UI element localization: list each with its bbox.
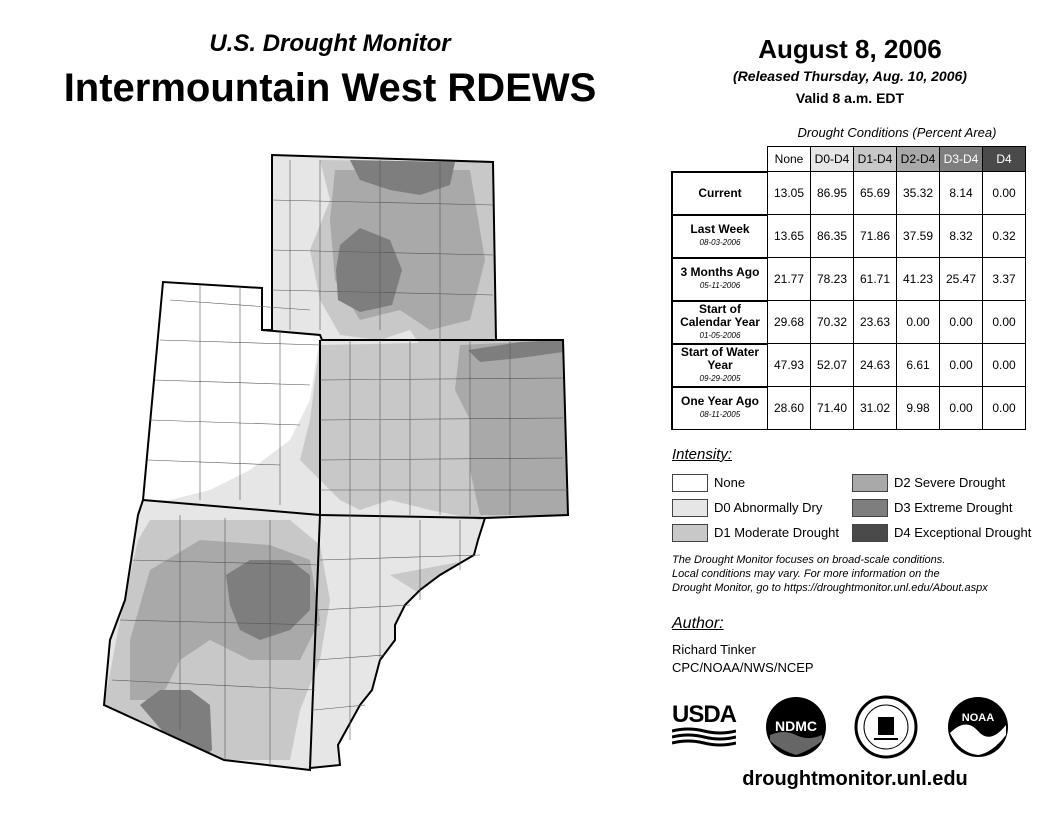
column-header: D3-D4 (940, 147, 983, 172)
row-label (672, 387, 768, 430)
row-label-text: One Year Ago (680, 394, 760, 409)
ndmc-logo (764, 695, 828, 759)
cell-value: 0.00 (983, 387, 1026, 430)
row-label-text: Start of Water Year (680, 344, 760, 372)
cell-value: 0.32 (983, 215, 1026, 258)
cell-value: 65.69 (854, 172, 897, 215)
footer-url[interactable]: droughtmonitor.unl.edu (742, 768, 968, 790)
cell-value: 24.63 (854, 344, 897, 387)
legend-item-none (672, 470, 852, 495)
cell-value: 35.32 (897, 172, 940, 215)
row-label-text: Last Week (690, 222, 750, 236)
row-date: 09-29-2005 (699, 373, 741, 383)
legend-label: D1 Moderate Drought (714, 525, 840, 540)
legend-label: D2 Severe Drought (894, 475, 1006, 490)
column-header: D2-D4 (897, 147, 940, 172)
note-line: The Drought Monitor focuses on broad-scale conditions. (672, 554, 946, 566)
cell-value: 25.47 (940, 258, 983, 301)
legend-label: D0 Abnormally Dry (714, 500, 823, 515)
cell-value: 3.37 (983, 258, 1026, 301)
cell-value: 0.00 (897, 301, 940, 344)
legend-item-d4 (852, 520, 1052, 545)
legend-label: D3 Extreme Drought (894, 500, 1013, 515)
row-label (672, 344, 768, 387)
cell-value: 0.00 (983, 301, 1026, 344)
table-body (672, 172, 1026, 430)
usda-logo-text: USDA (672, 701, 737, 728)
usda-logo (672, 703, 736, 749)
cell-value: 70.32 (811, 301, 854, 344)
cell-value: 8.32 (940, 215, 983, 258)
author-heading: Author: (672, 615, 724, 632)
legend-label: D4 Exceptional Drought (894, 525, 1032, 540)
cell-value: 41.23 (897, 258, 940, 301)
cell-value: 21.77 (768, 258, 811, 301)
cell-value: 28.60 (768, 387, 811, 430)
legend-item-d2 (852, 470, 1052, 495)
cell-value: 31.02 (854, 387, 897, 430)
column-header: None (768, 147, 811, 172)
column-header: D0-D4 (811, 147, 854, 172)
cell-value: 71.86 (854, 215, 897, 258)
cell-value: 71.40 (811, 387, 854, 430)
noaa-logo-text: NOAA (961, 712, 995, 724)
map-subtitle: U.S. Drought Monitor (209, 30, 451, 57)
table-row (672, 258, 1026, 301)
cell-value: 0.00 (940, 301, 983, 344)
legend-label: None (714, 475, 746, 490)
cell-value: 9.98 (897, 387, 940, 430)
table-row (672, 387, 1026, 430)
map-title: Intermountain West RDEWS (63, 66, 597, 110)
legend-swatch (672, 474, 708, 492)
cell-value: 29.68 (768, 301, 811, 344)
cell-value: 0.00 (983, 344, 1026, 387)
ndmc-logo-text: NDMC (775, 718, 817, 734)
column-header: D4 (983, 147, 1026, 172)
row-label (672, 215, 768, 258)
doc-seal-logo (854, 695, 918, 759)
row-label-text: Start of Calendar Year (680, 301, 760, 329)
cell-value: 23.63 (854, 301, 897, 344)
disclaimer-note (672, 553, 1042, 595)
usda-logo-waves (672, 727, 736, 747)
cell-value: 78.23 (811, 258, 854, 301)
drought-map (0, 140, 660, 780)
legend-swatch (852, 524, 888, 542)
legend-column-left (672, 470, 852, 545)
table-row (672, 301, 1026, 344)
table-row (672, 172, 1026, 215)
row-date: 08-03-2006 (699, 238, 741, 247)
cell-value: 86.95 (811, 172, 854, 215)
table-row (672, 215, 1026, 258)
legend-swatch (852, 474, 888, 492)
row-date: 01-05-2006 (699, 330, 741, 340)
note-line: Drought Monitor, go to https://droughtmonitor.unl.edu/About.aspx (672, 582, 988, 594)
column-header: D1-D4 (854, 147, 897, 172)
cell-value: 8.14 (940, 172, 983, 215)
legend-column-right (852, 470, 1052, 545)
row-label (672, 258, 768, 301)
legend-item-d0 (672, 495, 852, 520)
cell-value: 0.00 (940, 344, 983, 387)
table-caption: Drought Conditions (Percent Area) (797, 125, 997, 140)
cell-value: 86.35 (811, 215, 854, 258)
cell-value: 47.93 (768, 344, 811, 387)
cell-value: 13.05 (768, 172, 811, 215)
cell-value: 0.00 (983, 172, 1026, 215)
row-label-text: 3 Months Ago (680, 265, 760, 279)
legend-swatch (672, 524, 708, 542)
legend-swatch (672, 499, 708, 517)
valid-date: August 8, 2006 (758, 34, 942, 64)
row-label (672, 301, 768, 344)
cell-value: 37.59 (897, 215, 940, 258)
author-name: Richard Tinker (672, 642, 756, 657)
row-date: 08-11-2005 (699, 410, 741, 420)
release-date: (Released Thursday, Aug. 10, 2006) (733, 68, 967, 84)
cell-value: 52.07 (811, 344, 854, 387)
table-header-row (672, 147, 1026, 172)
legend-swatch (852, 499, 888, 517)
cell-value: 0.00 (940, 387, 983, 430)
legend-item-d1 (672, 520, 852, 545)
header-blank (672, 147, 768, 172)
valid-time: Valid 8 a.m. EDT (795, 90, 905, 106)
legend-heading: Intensity: (672, 446, 733, 463)
note-line: Local conditions may vary. For more information on the (672, 568, 940, 580)
cell-value: 13.65 (768, 215, 811, 258)
row-label-text: Current (698, 185, 742, 200)
row-date: 05-11-2006 (699, 281, 741, 290)
noaa-logo (946, 695, 1010, 759)
cell-value: 61.71 (854, 258, 897, 301)
cell-value: 6.61 (897, 344, 940, 387)
author-affiliation: CPC/NOAA/NWS/NCEP (672, 660, 814, 675)
table-row (672, 344, 1026, 387)
legend-item-d3 (852, 495, 1052, 520)
row-label (672, 172, 768, 215)
drought-conditions-table (671, 146, 1026, 430)
